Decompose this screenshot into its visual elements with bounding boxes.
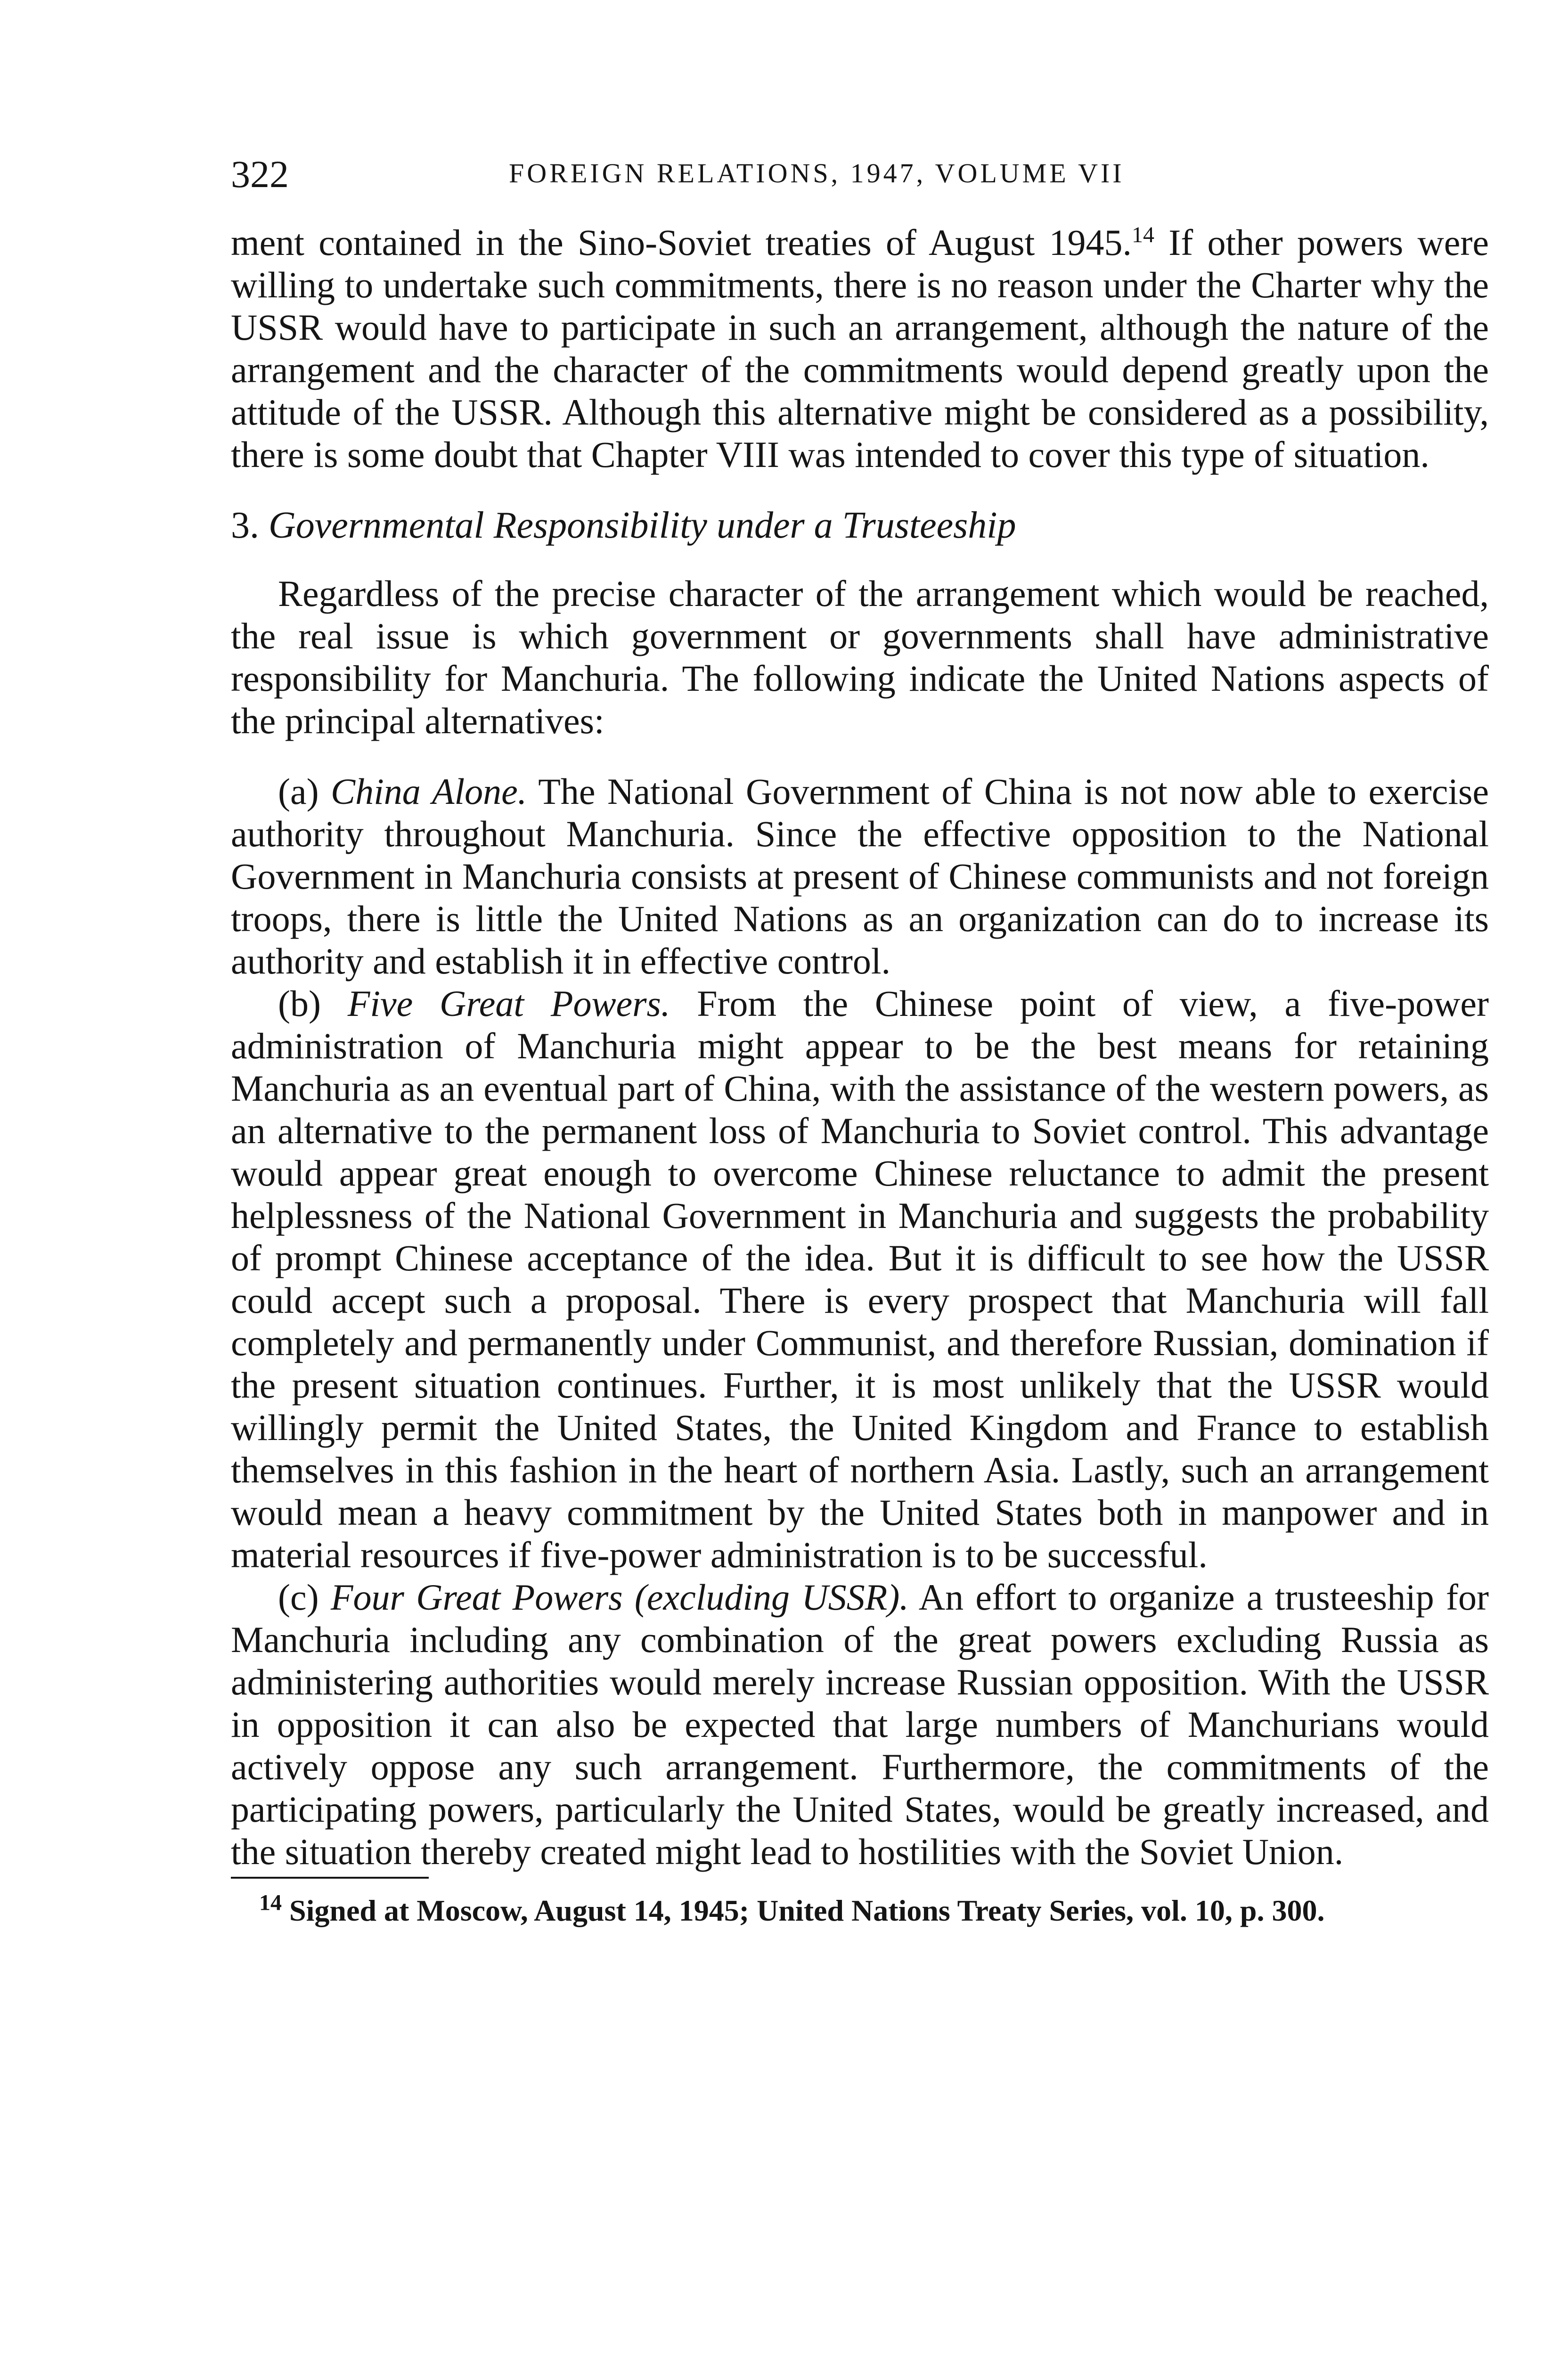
item-text: An effort to organize a trusteeship for Manchuria including any combination of the great powers excluding Russia as administering authorities would merely increase Russian opposition. With the USSR in opposition it can also be expected that large numbers of Manchurians would actively oppose any such arrangement. Furthermore, the commitments of the participating powers, particularly the United States, would be greatly increased, and the situation thereby created might lead to hostilities with the Soviet Union.: [231, 1577, 1489, 1872]
section-heading: [231, 504, 1489, 547]
item-title: Five Great Powers.: [347, 983, 670, 1024]
item-text: The National Government of China is not now able to exercise authority throughout Manchuria. Since the effective opposition to the National Government in Manchuria consists at present of Chinese communists and not foreign troops, there is little the United Nations as an organization can do to increase its authority and establish it in effective control.: [231, 771, 1489, 982]
alternative-item-b: [231, 982, 1489, 1576]
footnote: [231, 1890, 1489, 1929]
item-label: (b): [278, 983, 321, 1024]
section-number: 3.: [231, 505, 259, 546]
page-number: 322: [231, 153, 289, 196]
continuation-paragraph: [231, 221, 1489, 476]
footnote-reference: 14: [1132, 222, 1155, 247]
item-text: From the Chinese point of view, a five-power administration of Manchuria might appear to be the best means for retaining Manchuria as an eventual part of China, with the assistance of the western powers, as an alternative to the permanent loss of Manchuria to Soviet control. This advantage would appear great enough to overcome Chinese reluctance to admit the present helplessness of the National Government in Manchuria and suggests the probability of prompt Chinese acceptance of the idea. But it is difficult to see how the USSR could accept such a proposal. There is every prospect that Manchuria will fall completely and permanently under Communist, and therefore Russian, domination if the present situation continues. Further, it is most unlikely that the USSR would willingly permit the United States, the United Kingdom and France to establish themselves in this fashion in the heart of northern Asia. Lastly, such an arrangement would mean a heavy commitment by the United States both in manpower and in material resources if five-power administration is to be successful.: [231, 983, 1489, 1575]
paragraph-text: If other powers were willing to undertake such commitments, there is no reason under the Charter why the USSR would have to participate in such an arrangement, although the nature of the arrangement and the character of the commitments would depend greatly upon the attitude of the USSR. Although this alternative might be considered as a possibility, there is some doubt that Chapter VIII was intended to cover this type of situation.: [231, 222, 1489, 475]
footnote-number: 14: [259, 1890, 282, 1915]
item-title: China Alone.: [331, 771, 527, 812]
section-title: Governmental Responsibility under a Trusteeship: [269, 505, 1016, 546]
page-header: [231, 148, 1503, 200]
footnote-text: Signed at Moscow, August 14, 1945; United Nations Treaty Series, vol. 10, p. 300.: [282, 1894, 1325, 1927]
running-title: FOREIGN RELATIONS, 1947, VOLUME VII: [509, 158, 1125, 188]
alternative-item-a: [231, 770, 1489, 982]
footnote-divider: [231, 1877, 429, 1879]
item-title: Four Great Powers (excluding USSR).: [330, 1577, 909, 1618]
item-label: (a): [278, 771, 319, 812]
paragraph: Regardless of the precise character of the arrangement which would be reached, the real issue is which government or governments shall have administrative responsibility for Manchuria. The following indicate the United Nations aspects of the principal alternatives:: [231, 573, 1489, 741]
item-label: (c): [278, 1577, 319, 1618]
page-body: [231, 221, 1489, 1929]
alternative-item-c: [231, 1576, 1489, 1873]
paragraph-text: ment contained in the Sino-Soviet treaties of August 1945.: [231, 222, 1132, 263]
